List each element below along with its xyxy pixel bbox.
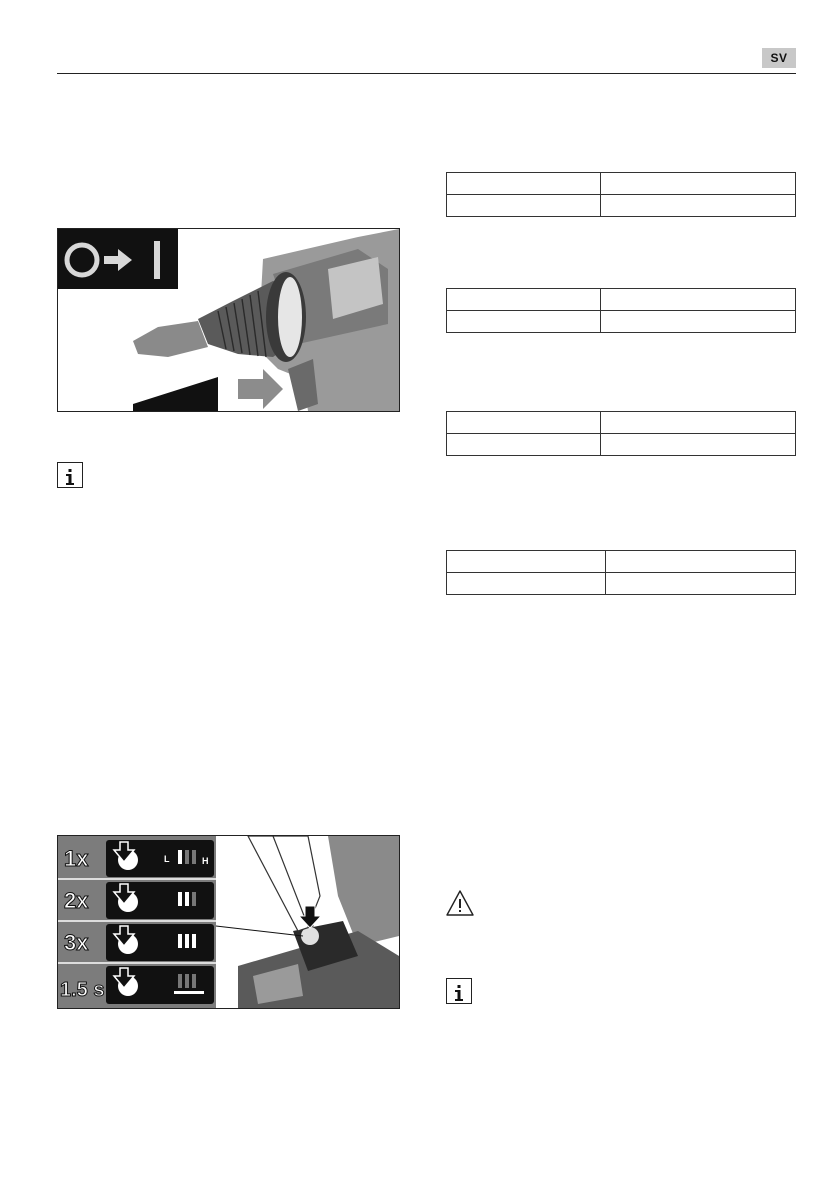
table-row: [447, 195, 796, 217]
table-cell: [601, 173, 796, 195]
table-cell: [601, 311, 796, 333]
table-row: [447, 434, 796, 456]
table-cell: [601, 195, 796, 217]
scale-high-label: H: [202, 856, 209, 866]
speed-wedge: [133, 377, 218, 411]
table-cell: [606, 573, 796, 595]
table-row: [447, 289, 796, 311]
spec-table-1: [446, 172, 796, 217]
spec-table-2: [446, 288, 796, 333]
warning-icon: [446, 889, 474, 917]
table-cell: [447, 573, 606, 595]
table-cell: [447, 173, 601, 195]
figure-drill-switch: [57, 228, 400, 412]
on-bar-icon: [154, 241, 160, 279]
mode-selector-illustration: [58, 836, 399, 1008]
figure-mode-selector: [57, 835, 400, 1009]
info-icon: [57, 462, 83, 488]
table-cell: [447, 434, 601, 456]
drill-switch-illustration: [58, 229, 399, 411]
mode-count-3: 3x: [64, 930, 89, 955]
mode-count-4: 1.5 s: [60, 979, 105, 1001]
table-cell: [447, 195, 601, 217]
table-row: [447, 173, 796, 195]
language-badge: SV: [762, 48, 796, 68]
table-cell: [447, 311, 601, 333]
table-row: [447, 573, 796, 595]
trigger-arrow-icon: [238, 369, 283, 409]
info-icon: [446, 978, 472, 1004]
header-rule: [57, 73, 796, 74]
table-cell: [601, 434, 796, 456]
scale-low-label: L: [164, 854, 170, 864]
table-row: [447, 412, 796, 434]
table-cell: [447, 551, 606, 573]
table-cell: [606, 551, 796, 573]
table-row: [447, 551, 796, 573]
spec-table-4: [446, 550, 796, 595]
table-row: [447, 311, 796, 333]
table-cell: [601, 289, 796, 311]
mode-count-2: 2x: [64, 888, 89, 913]
table-cell: [447, 289, 601, 311]
mode-count-1: 1x: [64, 846, 89, 871]
table-cell: [601, 412, 796, 434]
table-cell: [447, 412, 601, 434]
spec-table-3: [446, 411, 796, 456]
drill-tip: [133, 321, 208, 357]
